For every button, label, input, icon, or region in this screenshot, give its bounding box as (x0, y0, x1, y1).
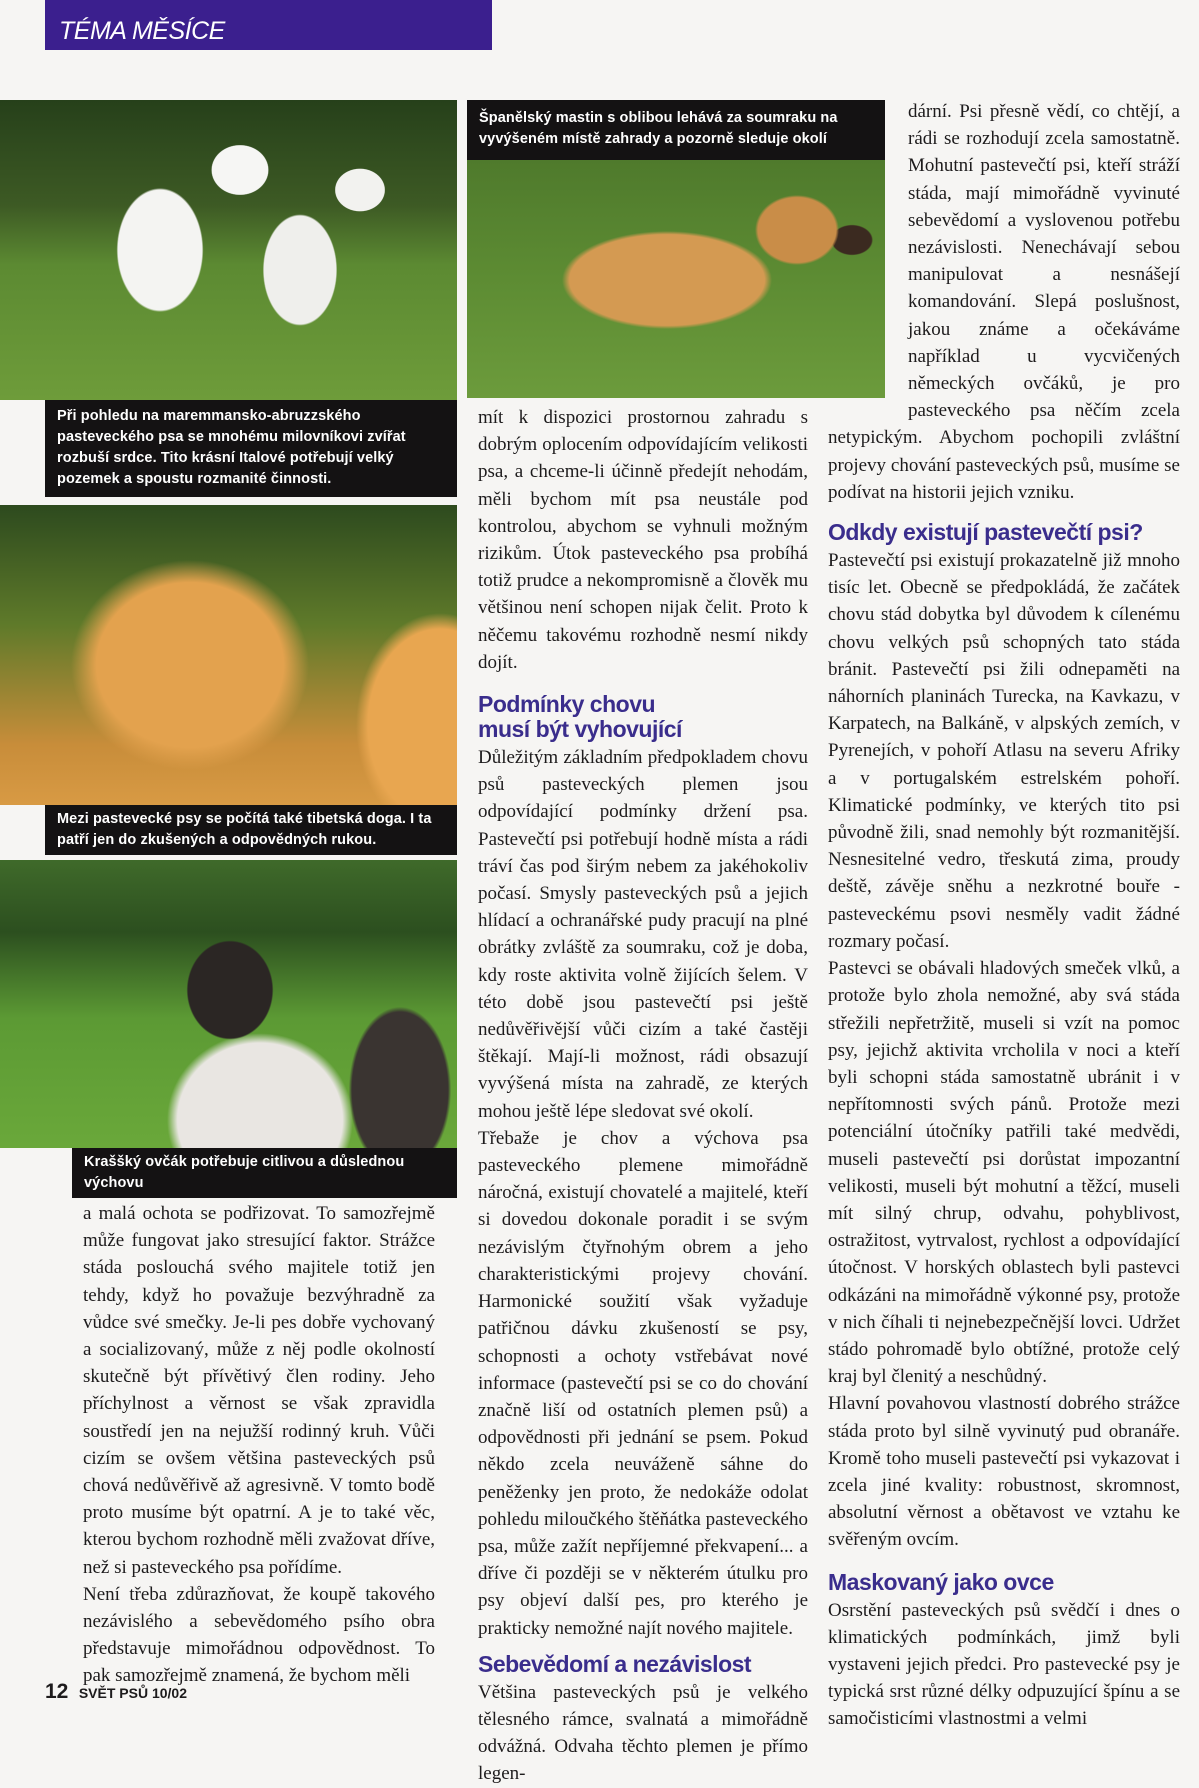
photo-spanish-mastiff (467, 160, 885, 398)
section-heading: Maskovaný jako ovce (828, 1568, 1054, 1595)
paragraph: Osrstění pasteveckých psů svědčí i dnes o klimatických podmínkách, jimž byli vystaveni jejich předci. Pro pastevecké psy je typická srst různé délky odpuzující špínu a se samočisticími vlastnostmi a velmi (828, 1599, 1180, 1730)
caption-karst-shepherd: Kraššký ovčák potřebuje citlivou a důslednou výchovu (72, 1148, 457, 1198)
paragraph: Není třeba zdůrazňovat, že koupě takového nezávislého a sebevědomého psího obra představuje mimořádnou odpovědnost. To pak samozřejmě znamená, že bychom měli (83, 1583, 435, 1687)
section-heading: Sebevědomí a nezávislost (478, 1650, 752, 1677)
photo-karst-shepherd (0, 860, 457, 1148)
page-footer (45, 1680, 187, 1704)
paragraph: Pastevci se obávali hladových smeček vlků, a protože bylo zhola nemožné, aby svá stáda střežili nepřetržitě, museli si vzít na pomoc psy, jejichž aktivita vrcholila v noci a kteří byli schopni stáda samostatně ubránit i v nepřítomnosti svých pánů. Protože mezi potenciální útočníky patřili také medvědi, museli pastevečtí psi dorůstat impozantní velikosti, museli být mohutní a těžcí, museli mít silný chrup, odvahu, pohyblivost, ostražitost, vytrvalost, rychlost a odpovídající útočnost. V horských oblastech byli pastevci odkázáni na mimořádně výkonné psy, protože v nich číhali ti nejnebezpečnější lovci. Udržet stádo pohromadě bylo obtížné, protože celý kraj byl členitý a neschůdný. (828, 958, 1180, 1388)
caption-maremma: Při pohledu na maremmansko-abruzzského pasteveckého psa se mnohému milovníkovi zvířat rozbuší srdce. Tito krásní Italové potřebují velký pozemek a spoustu rozmanité činnosti. (45, 400, 457, 497)
caption-tibetan-mastiff: Mezi pastevecké psy se počítá také tibetská doga. I ta patří jen do zkušených a odpovědných rukou. (45, 805, 457, 855)
paragraph: mít k dispozici prostornou zahradu s dobrým oplocením odpovídajícím velikosti psa, a chceme-li účinně předejít nehodám, měli bychom mít psa neustále pod kontrolou, abychom se vyhnuli možným rizikům. Útok pasteveckého psa probíhá totiž prudce a nekompromisně a člověk mu většinou není schopen nijak čelit. Proto k něčemu takovému rozhodně nesmí nikdy dojít. (478, 407, 808, 673)
paragraph: a malá ochota se podřizovat. To samozřejmě může fungovat jako stresující faktor. Strážce stáda poslouchá svého majitele totiž jen tehdy, když ho považuje bezvýhradně za vůdce své smečky. Je-li pes dobře vychovaný a socializovaný, může z něj podle okolností skutečně být přívětivý člen rodiny. Jeho příchylnost a věrnost se však zpravidla soustředí jen na nejužší rodinný kruh. Vůči cizím se ovšem většina pasteveckých psů chová nedůvěřivě až agresivně. V tomto bodě proto musíme být opatrní. A je to také věc, kterou bychom rozhodně měli zvažovat dříve, než si pasteveckého psa pořídíme. (83, 1203, 435, 1578)
paragraph: Důležitým základním předpokladem chovu psů pasteveckých plemen jsou odpovídající podmínky držení psa. Pastevečtí psi potřebují hodně místa a rádi tráví čas pod širým nebem za jakéhokoliv počasí. Smysly pasteveckých psů a jejich hlídací a ochranářské pudy pracují na plné obrátky zvláště za soumraku, což je doba, kdy roste aktivita volně žijících šelem. V této době jsou pastevečtí psi ještě nedůvěřivější vůči cizím a také častěji štěkají. Mají-li možnost, rádi obsazují vyvýšená místa na zahradě, ze kterých mohou ještě lépe sledovat své okolí. (478, 747, 808, 1122)
page-number: 12 (45, 1680, 69, 1703)
photo-tibetan-mastiff (0, 505, 457, 805)
magazine-issue: SVĚT PSŮ 10/02 (78, 1685, 187, 1701)
article-column-middle (478, 404, 808, 1788)
article-column-left (83, 1200, 435, 1690)
paragraph: Třebaže je chov a výchova psa pasteveckého plemene mimořádně náročná, existují chovatelé a majitelé, kteří si dovedou dokonale poradit i se svým nezávislým čtyřnohým obrem a jeho charakteristickými projevy chování. Harmonické soužití však vyžaduje patřičnou dávku zkušeností se psy, schopnosti a ochoty vstřebávat nové informace (pastevečtí psi se co do chování značně liší od ostatních plemen psů) a odpovědnosti při jednání se psem. Pokud někdo zcela neuváženě sáhne do peněženky jen proto, že nedokáže odolat pohledu miloučkého štěňátka pasteveckého psa, může zažít nepříjemné překvapení... a dříve či později se v některém útulku pro psy objeví další pes, pro kterého je prakticky nemožné najít nového majitele. (478, 1127, 808, 1639)
article-column-right (828, 98, 1180, 1733)
section-title: TÉMA MĚSÍCE (59, 17, 225, 45)
photo-maremma-dogs (0, 100, 457, 400)
caption-spanish-mastiff: Španělský mastin s oblibou lehává za soumraku na vyvýšeném místě zahrady a pozorně sleduje okolí (467, 100, 885, 160)
paragraph: Hlavní povahovou vlastností dobrého strážce stáda proto byl silně vyvinutý pud obranáře. Kromě toho museli pastevečtí psi vykazovat i zcela jiné kvality: robustnost, skromnost, absolutní věrnost a obětavost ve vztahu ke svěřeným ovcím. (828, 1393, 1180, 1551)
paragraph: Pastevečtí psi existují prokazatelně již mnoho tisíc let. Obecně se předpokládá, že začátek chovu stád dobytka byl důvodem k cílenému chovu velkých psů schopných tato stáda bránit. Pastevečtí psi žili odnepaměti na náhorních planinách Turecka, na Kavkazu, v Karpatech, na Balkáně, v alpských zemích, v Pyrenejích, v pohoří Atlasu na severu Afriky a v portugalském estrelském pohoří. Klimatické podmínky, ve kterých tito psi původně žili, snad nemohly být rozmanitější. Nesnesitelné vedro, třeskutá zima, proudy deště, závěje sněhu a nezkrotné bouře - pasteveckému psovi nesměly vadit žádné rozmary počasí. (828, 550, 1180, 952)
section-heading: Odkdy existují pastevečtí psi? (828, 519, 1143, 546)
section-heading: Podmínky chovu musí být vyhovující (478, 691, 682, 743)
section-banner (45, 0, 492, 50)
paragraph: dární. Psi přesně vědí, co chtějí, a rádi se rozhodují zcela samostatně. Mohutní pastevečtí psi, kteří stráží stáda, mají mimořádně vyvinuté sebevědomí a vyslovenou potřebu nezávislosti. Nenechávají sebou manipulovat a nesnášejí komandování. Slepá poslušnost, jakou známe a očekáváme například u vycvičených německých ovčáků, je pro pasteveckého psa něčím zcela netypickým. Abychom pochopili zvláštní projevy chování pasteveckých psů, musíme se podívat na historii jejich vzniku. (828, 101, 1180, 503)
photo-wrap-spacer (828, 98, 908, 398)
paragraph: Většina pasteveckých psů je velkého tělesného rámce, svalnatá a mimořádně odvážná. Odvaha těchto plemen je přímo legen- (478, 1681, 808, 1785)
